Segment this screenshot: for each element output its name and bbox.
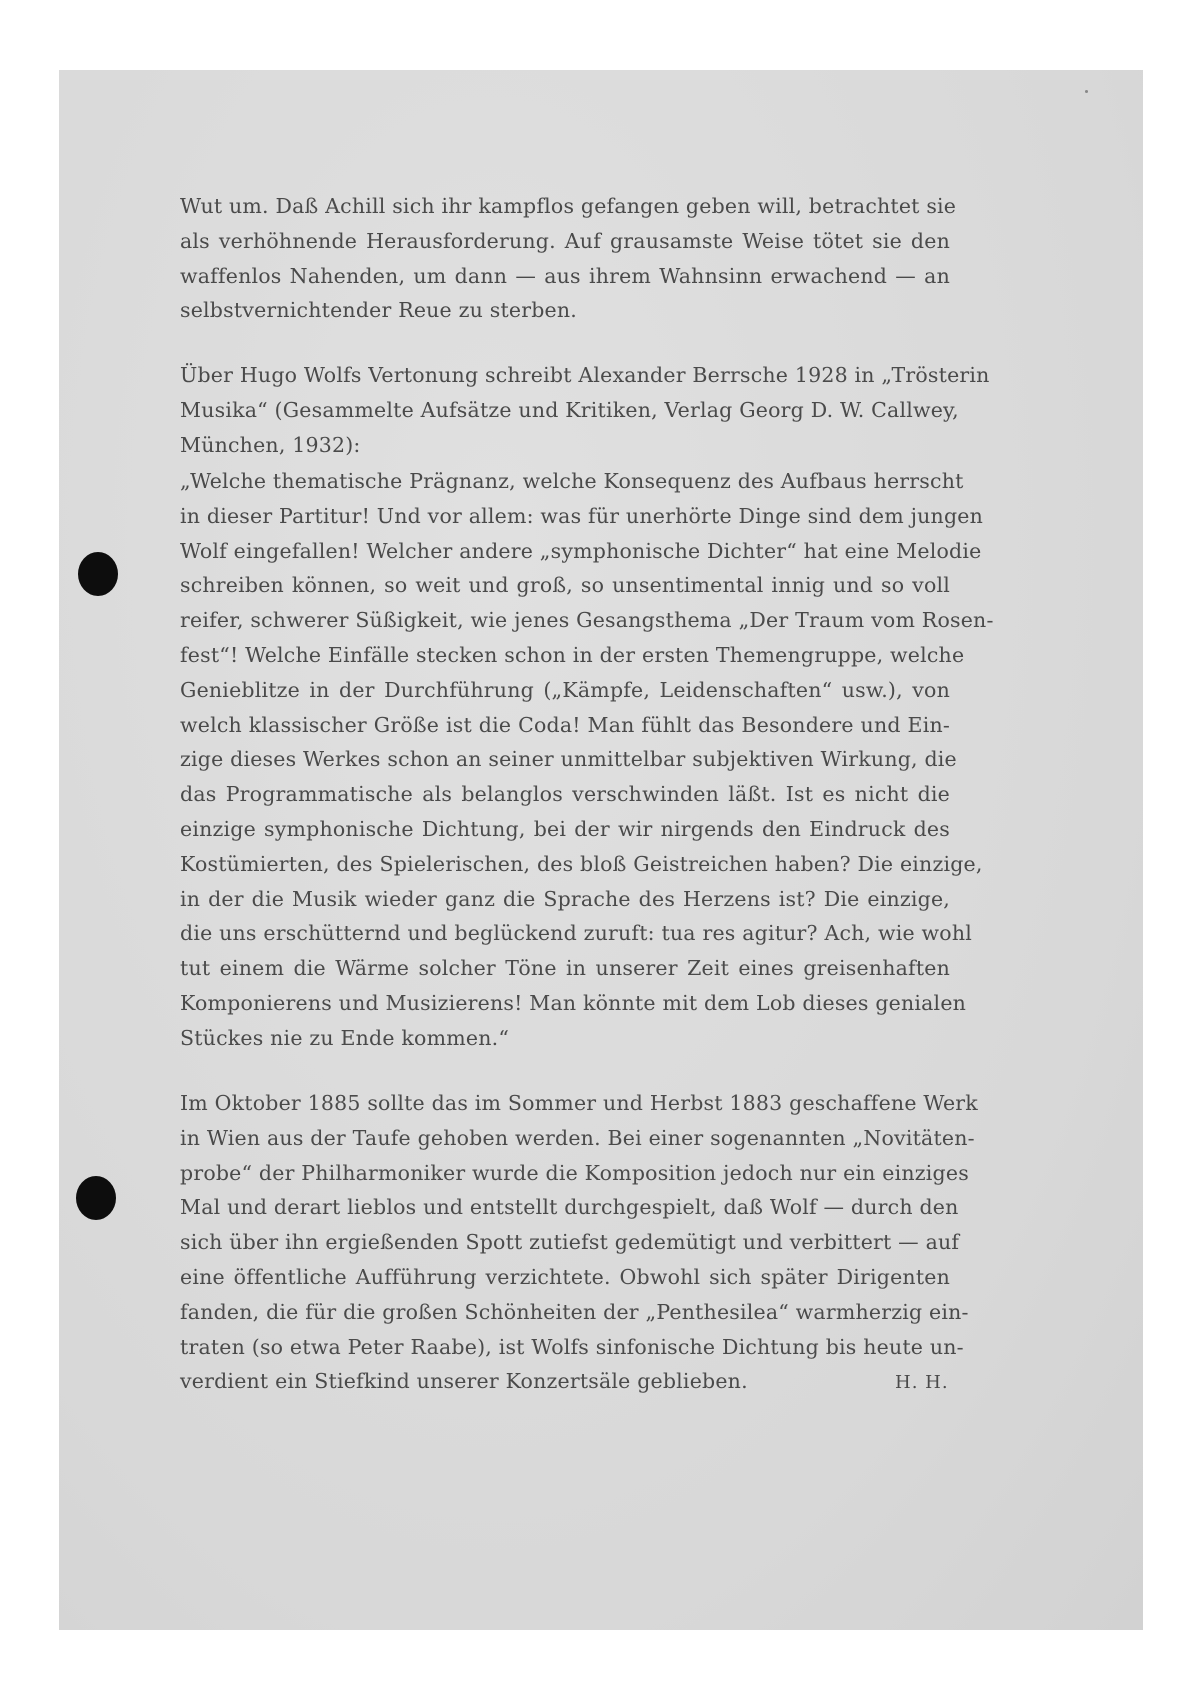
text-line: München, 1932): — [180, 432, 361, 457]
text-line: Mal und derart lieblos und entstellt durchgespielt, daß Wolf — durch den — [180, 1195, 959, 1220]
text-line: „Welche thematische Prägnanz, welche Konsequenz des Aufbaus herrscht — [180, 469, 964, 493]
author-initials: H. H. — [895, 1372, 949, 1393]
paper-speck — [1085, 90, 1088, 93]
text-line: einzige symphonische Dichtung, bei der wir nirgends den Eindruck des — [180, 816, 950, 841]
text-line: verdient ein Stiefkind unserer Konzertsäle geblieben. — [180, 1369, 748, 1394]
text-line: Musika“ (Gesammelte Aufsätze und Kritiken, Verlag Georg D. W. Callwey, — [180, 397, 959, 422]
text-line: fest“! Welche Einfälle stecken schon in der ersten Themengruppe, welche — [180, 642, 965, 667]
text-line: Wolf eingefallen! Welcher andere „symphonische Dichter“ hat eine Melodie — [180, 538, 982, 563]
text-line: das Programmatische als belanglos verschwinden läßt. Ist es nicht die — [180, 782, 950, 807]
punch-hole-top — [78, 552, 118, 596]
text-line: welch klassischer Größe ist die Coda! Man fühlt das Besondere und Ein- — [180, 712, 950, 737]
text-line: Kostümierten, des Spielerischen, des bloß Geistreichen haben? Die einzige, — [180, 851, 983, 876]
text-line: fanden, die für die großen Schönheiten der „Penthesilea“ warmherzig ein- — [180, 1299, 969, 1324]
text-line: Genieblitze in der Durchführung („Kämpfe, Leidenschaften“ usw.), von — [180, 677, 950, 702]
text-line: Stückes nie zu Ende kommen.“ — [180, 1025, 509, 1050]
text-line: waffenlos Nahenden, um dann — aus ihrem Wahnsinn erwachend — an — [180, 263, 950, 288]
text-line: selbstvernichtender Reue zu sterben. — [180, 298, 577, 323]
text-line: in Wien aus der Taufe gehoben werden. Bei einer sogenannten „Novitäten- — [180, 1125, 975, 1150]
text-line: die uns erschütternd und beglückend zuruft: tua res agitur? Ach, wie wohl — [180, 921, 972, 946]
text-line: eine öffentliche Aufführung verzichtete. Obwohl sich später Dirigenten — [180, 1264, 950, 1289]
text-line: Über Hugo Wolfs Vertonung schreibt Alexander Berrsche 1928 in „Trösterin — [180, 363, 990, 387]
paragraph-quotation — [180, 464, 994, 1056]
text-line: Im Oktober 1885 sollte das im Sommer und Herbst 1883 geschaffene Werk — [180, 1091, 978, 1115]
text-line: als verhöhnende Herausforderung. Auf grausamste Weise tötet sie den — [180, 228, 950, 253]
paragraph-intro — [180, 189, 957, 328]
text-line: reifer, schwerer Süßigkeit, wie jenes Gesangsthema „Der Traum vom Rosen- — [180, 608, 994, 633]
text-line: Wut um. Daß Achill sich ihr kampflos gefangen geben will, betrachtet sie — [180, 194, 957, 218]
text-line: probe“ der Philharmoniker wurde die Komposition jedoch nur ein einziges — [180, 1160, 969, 1185]
text-line: zige dieses Werkes schon an seiner unmittelbar subjektiven Wirkung, die — [180, 747, 957, 772]
punch-hole-bottom — [76, 1176, 116, 1220]
text-line: sich über ihn ergießenden Spott zutiefst gedemütigt und verbittert — auf — [180, 1230, 960, 1255]
text-line: traten (so etwa Peter Raabe), ist Wolfs sinfonische Dichtung bis heute un- — [180, 1334, 964, 1359]
text-line: in dieser Partitur! Und vor allem: was für unerhörte Dinge sind dem jungen — [180, 503, 984, 528]
text-line: tut einem die Wärme solcher Töne in unserer Zeit eines greisenhaften — [180, 956, 950, 981]
paragraph-premiere-history — [180, 1086, 978, 1399]
text-line: Komponierens und Musizierens! Man könnte mit dem Lob dieses genialen — [180, 990, 967, 1015]
paragraph-quote-source — [180, 358, 990, 462]
text-line: in der die Musik wieder ganz die Sprache des Herzens ist? Die einzige, — [180, 886, 950, 911]
text-line: schreiben können, so weit und groß, so unsentimental innig und so voll — [180, 573, 950, 598]
